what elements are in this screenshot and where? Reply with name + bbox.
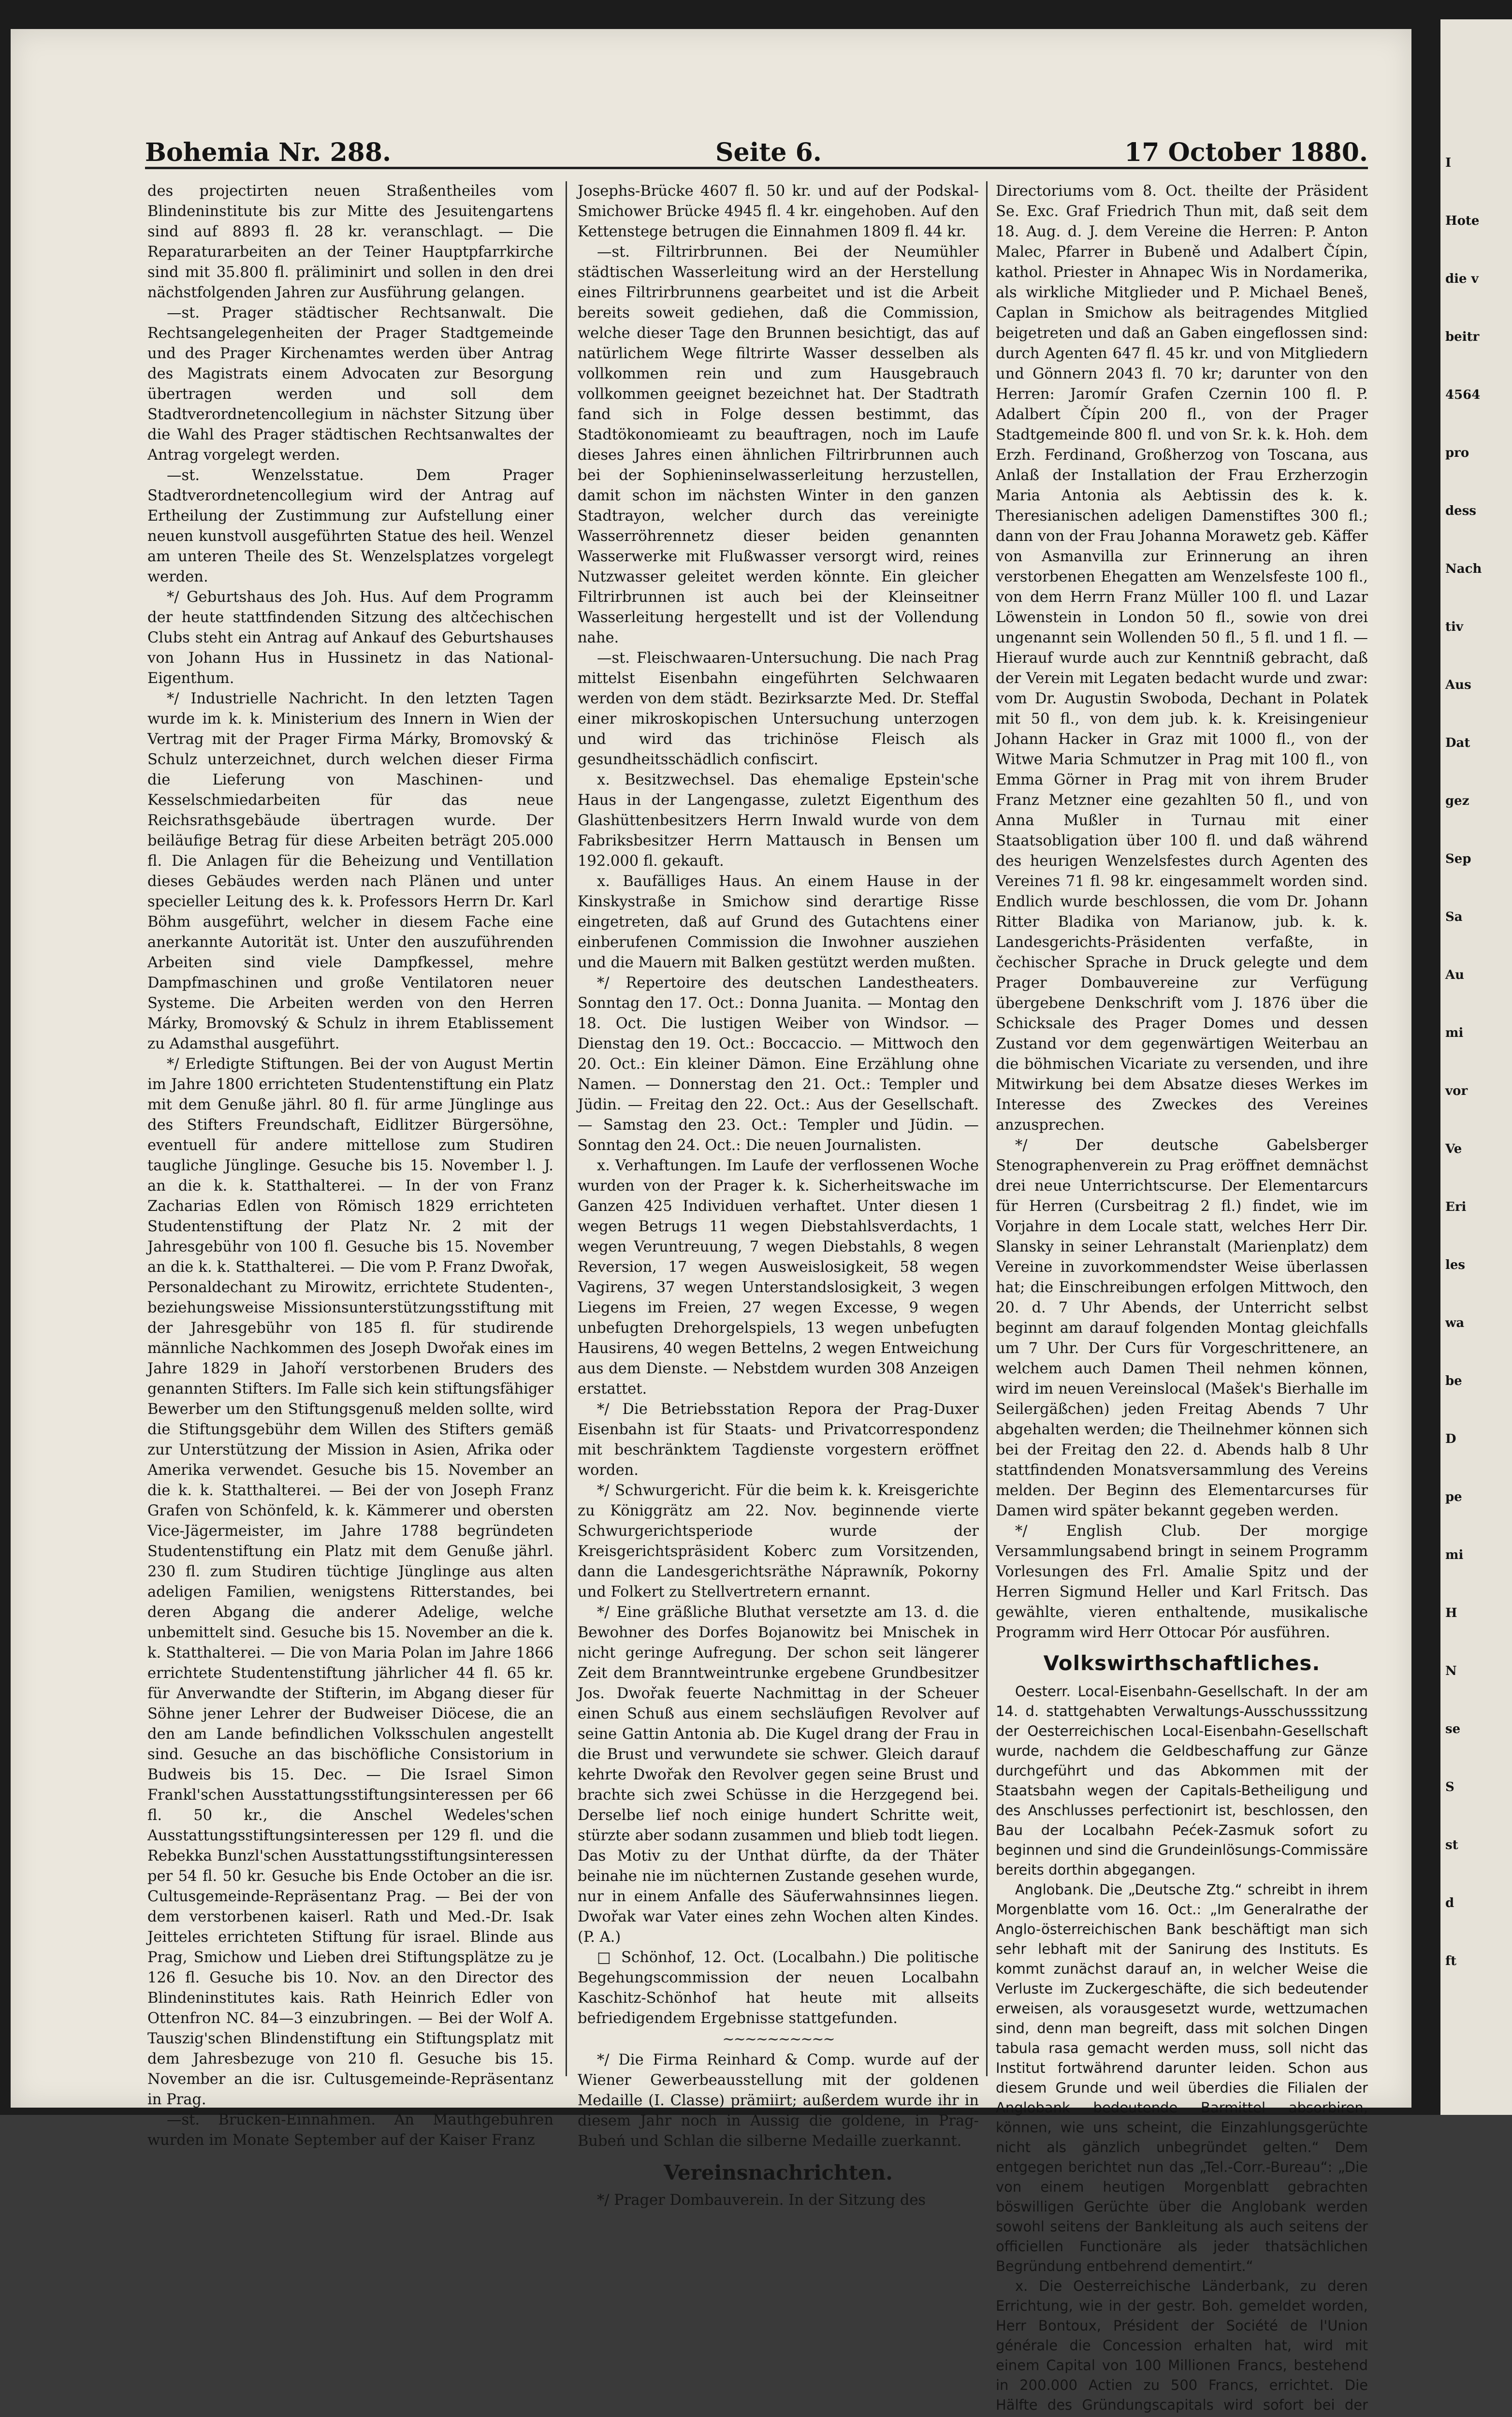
adjacent-page-fragment: S [1445,1780,1454,1794]
adjacent-page-fragment: Eri [1445,1200,1467,1214]
article-paragraph: */ Eine gräßliche Bluthat versetzte am 13. d. die Bewohner des Dorfes Bojanowitz bei Mnischek in nicht geringe Aufregung. Der schon seit längerer Zeit dem Branntweintrunke ergebene Grundbesitzer Jos. Dwořak feuerte Nachmittag in der Scheuer einen Schuß aus einem sechsläufigen Revolver auf seine Gattin Antonia ab. Die Kugel drang der Frau in die Brust und verwundete sie schwer. Gleich darauf kehrte Dwořak den Revolver gegen seine Brust und brachte sich zwei Schüsse in die Herzgegend bei. Derselbe lief noch einige hundert Schritte weit, stürzte aber sodann zusammen und blieb todt liegen. Das Motiv zu der Unthat dürfte, da der Thäter beinahe nie im nüchternen Zustande gesehen wurde, nur in einem Anfalle des Säuferwahnsinnes liegen. Dwořak war Vater eines zehn Wochen alten Kindes. (P. A.) [578,1604,979,1946]
adjacent-page-fragment: pe [1445,1490,1462,1504]
article-paragraph: */ Industrielle Nachricht. In den letzten Tagen wurde im k. k. Ministerium des Innern in Wien der Vertrag mit der Prager Firma Márky, Bromovský & Schulz unterzeichnet, durch welchen dieser Firma die Lieferung von Maschinen- und Kesselschmiedarbeiten für das neue Reichsrathsgebäude übertragen wurde. Der beiläufige Betrag für diese Arbeiten beträgt 205.000 fl. Die Anlagen für die Beheizung und Ventillation dieses Gebäudes werden nach Plänen und unter specieller Leitung des k. k. Professors Herrn Dr. Karl Böhm ausgeführt, welcher in diesem Fache eine anerkannte Autorität ist. Unter den auszuführenden Arbeiten sind viele Dampfkessel, mehre Dampfmaschinen und große Ventilatoren neuer Systeme. Die Arbeiten werden von den Herren Márky, Bromovský & Schulz in ihrem Etablissement zu Adamsthal ausgeführt. [147,690,553,1052]
article-paragraph: des projectirten neuen Straßentheiles vom Blindeninstitute bis zur Mitte des Jesuitengartens sind auf 8893 fl. 28 kr. veranschlagt. — Die Reparaturarbeiten an der Teiner Hauptpfarrkirche sind mit 35.800 fl. präliminirt und sollen in den drei nächstfolgenden Jahren zur Ausführung gelangen. [147,183,553,301]
article-paragraph: Directoriums vom 8. Oct. theilte der Präsident Se. Exc. Graf Friedrich Thun mit, daß seit dem 18. Aug. d. J. dem Vereine die Herren: P. Anton Malec, Pfarrer in Bubeně und Adalbert Čípin, kathol. Priester in Ahnapec Wis in Nordamerika, als wirkliche Mitglieder und P. Michael Beneš, Caplan in Smichow als beitragendes Mitglied beigetreten und daß an Gaben eingeflossen sind: durch Agenten 647 fl. 45 kr. und von Mitgliedern und Gönnern 2043 fl. 70 kr; darunter von den Herren: Jaromír Grafen Czernin 100 fl. P. Adalbert Čípin 200 fl., von der Prager Stadtgemeinde 800 fl. und von Sr. k. k. Hoh. dem Erzh. Ferdinand, Großherzog von Toscana, aus Anlaß der Installation der Frau Erzherzogin Maria Antonia als Aebtissin des k. k. Theresianischen adeligen Damenstiftes 300 fl.; dann von der Frau Johanna Morawetz geb. Käffer von Asmanvilla zur Erinnerung an ihren verstorbenen Ehegatten am Wenzelsfeste 100 fl., von dem Herrn Franz Müller 100 fl. und Lazar Löwenstein in London 50 fl., sowie von drei ungenannt sein Wollenden 50 fl., 5 fl. und 1 fl. — Hierauf wurde auch zur Kenntniß gebracht, daß der Verein mit Legaten bedacht wurde und zwar: vom Dr. Augustin Swoboda, Dechant in Polatek mit 50 fl., von dem jub. k. k. Kreisingenieur Johann Hacker in Graz mit 1000 fl., von der Witwe Maria Schmutzer in Prag mit 100 fl., von Emma Görner in Prag mit von ihrem Bruder Franz Metzner eine gezahlten 50 fl., und von Anna Mußler in Turnau mit einer Staatsobligation über 100 fl. und daß während des heurigen Wenzelsfestes durch Agenten des Vereines 71 fl. 98 kr. eingesammelt worden sind. Endlich wurde beschlossen, die vom Dr. Johann Ritter Bladika von Marianow, jub. k. k. Landesgerichts-Präsidenten verfaßte, in čechischer Sprache in Druck gelegte und dem Prager Dombauvereine zur Verfügung übergebene Denkschrift vom J. 1876 über die Schicksale des Prager Domes und dessen Zustand vor dem gegenwärtigen Weiterbau an die böhmischen Vicariate zu versenden, und ihre Mitwirkung bei dem Absatze dieses Werkes im Interesse des Zweckes des Vereines anzusprechen. [996,183,1368,1134]
adjacent-page-fragment: Au [1445,968,1465,982]
article-paragraph: */ English Club. Der morgige Versammlungsabend bringt in seinem Programm Vorlesungen des Frl. Amalie Spitz und der Herren Sigmund Heller und Karl Fritsch. Das gewählte, vieren enthaltende, musikalische Programm wird Herr Ottocar Pór ausführen. [996,1523,1368,1641]
column-rule [566,181,567,2076]
page-header [145,138,1368,169]
adjacent-page-fragment: Aus [1445,678,1471,692]
adjacent-page-fragment: D [1445,1432,1456,1446]
column-2 [578,181,979,2209]
adjacent-page-fragment: N [1445,1664,1457,1678]
section-heading-volkswirthschaftliches: Volkswirthschaftliches. [1043,1651,1321,1675]
article-paragraph: x. Die Oesterreichische Länderbank, zu deren Errichtung, wie in der gestr. Boh. gemeldet worden, Herr Bontoux, Président der Société de l'Union générale die Concession erhalten hat, wird mit einem Capital von 100 Millionen Francs, bestehend in 200.000 Actien zu 500 Francs, errichtet. Die Hälfte des Gründungscapitals wird sofort bei der [996,2278,1368,2413]
adjacent-page-fragment: d [1445,1896,1454,1910]
adjacent-page-fragment: Hote [1445,214,1480,228]
article-paragraph: —st. Brücken-Einnahmen. An Mauthgebühren wurden im Monate September auf der Kaiser Franz [147,2111,553,2149]
adjacent-page-fragment: 4564 [1445,388,1481,402]
adjacent-page-fragment: beitr [1445,330,1480,344]
article-paragraph: —st. Wenzelsstatue. Dem Prager Stadtverordnetencollegium wird der Antrag auf Ertheilung der Zustimmung zur Aufstellung einer neuen kunstvoll ausgeführten Statue des heil. Wenzel am unteren Theile des St. Wenzelsplatzes vorgelegt werden. [147,467,553,585]
adjacent-page-fragment: gez [1445,794,1469,808]
article-paragraph: —st. Fleischwaaren-Untersuchung. Die nach Prag mittelst Eisenbahn eingeführten Selchwaaren werden von dem städt. Bezirksarzte Med. Dr. Steffal einer mikroskopischen Untersuchung unterzogen und wird das trichinöse Fleisch als gesundheitsschädlich confiscirt. [578,650,979,768]
adjacent-page-fragment: tiv [1445,620,1463,634]
adjacent-page-fragment: Dat [1445,736,1470,750]
adjacent-page-fragment: les [1445,1258,1466,1272]
article-paragraph: x. Besitzwechsel. Das ehemalige Epstein'sche Haus in der Langengasse, zuletzt Eigenthum des Glashüttenbesitzers Herrn Inwald wurde von dem Fabriksbesitzer Herrn Mattausch in Bensen um 192.000 fl. gekauft. [578,772,979,870]
article-paragraph: x. Verhaftungen. Im Laufe der verflossenen Woche wurden von der Prager k. k. Sicherheitswache im Ganzen 425 Individuen verhaftet. Unter diesen 1 wegen Betrugs 11 wegen Diebstahlsverdachts, 1 wegen Veruntreuung, 7 wegen Diebstahls, 8 wegen Reversion, 17 wegen Ausweislosigkeit, 58 wegen Vagirens, 37 wegen Unterstandslosigkeit, 3 wegen Liegens im Freien, 27 wegen Excesse, 9 wegen unbefugten Drehorgelspiels, 13 wegen unbefugten Hausirens, 40 wegen Bettelns, 2 wegen Entweichung aus dem Dienste. — Nebstdem wurden 308 Anzeigen erstattet. [578,1157,979,1398]
adjacent-page-fragment: die v [1445,272,1479,286]
column-1 [147,181,553,2149]
adjacent-page-fragment: dess [1445,504,1476,518]
adjacent-page-fragment: Nach [1445,562,1482,576]
article-paragraph: */ Repertoire des deutschen Landestheaters. Sonntag den 17. Oct.: Donna Juanita. — Montag den 18. Oct. Die lustigen Weiber von Windsor. — Dienstag den 19. Oct.: Boccaccio. — Mittwoch den 20. Oct.: Ein kleiner Dämon. Eine Erzählung ohne Namen. — Donnerstag den 21. Oct.: Templer und Jüdin. — Freitag den 22. Oct.: Aus der Gesellschaft. — Samstag den 23. Oct.: Templer und Jüdin. — Sonntag den 24. Oct.: Die neuen Journalisten. [578,975,979,1154]
article-paragraph: Anglobank. Die „Deutsche Ztg.“ schreibt in ihrem Morgenblatte vom 16. Oct.: „Im Generalrathe der Anglo-österreichischen Bank beschäftigt man sich sehr lebhaft mit der Sanirung des Instituts. Es kommt zunächst darauf an, in welcher Weise die Verluste im Zuckergeschäfte, die sich bedeutender erweisen, als vorausgesetzt wurde, wettzumachen sind, denn man begreift, dass mit solchen Dingen tabula rasa gemacht werden muss, soll nicht das Institut fortwährend darunter leiden. Schon aus diesem Grunde und weil überdies die Filialen der Anglobank bedeutende Barmittel absorbiren, können, wie uns scheint, die Einzahlungsgerüchte nicht als gänzlich unbegründet gelten.“ Dem entgegen berichtet nun das „Tel.-Corr.-Bureau“: „Die von einem heutigen Morgenblatt gebrachten böswilligen Gerüchte über die Anglobank werden sowohl seitens der Bankleitung als auch seitens der officiellen Functionäre als jeder thatsächlichen Begründung entbehrend dementirt.“ [996,1881,1368,2274]
adjacent-page-edge [1440,19,1512,2115]
article-paragraph: */ Die Betriebsstation Repora der Prag-Duxer Eisenbahn ist für Staats- und Privatcorrespondenz mit beschränktem Tagdienste vorgestern eröffnet worden. [578,1401,979,1479]
article-paragraph: */ Schwurgericht. Für die beim k. k. Kreisgerichte zu Königgrätz am 22. Nov. beginnende vierte Schwurgerichtsperiode wurde der Kreisgerichtspräsident Koberc zum Vorsitzenden, dann die Landesgerichtsräthe Náprawník, Pokorny und Folkert zu Stellvertretern ernannt. [578,1482,979,1601]
article-paragraph: —st. Filtrirbrunnen. Bei der Neumühler städtischen Wasserleitung wird an der Herstellung eines Filtrirbrunnens gearbeitet und ist die Arbeit bereits soweit gediehen, daß die Commission, welche dieser Tage den Brunnen besichtigt, das auf natürlichem Wege filtrirte Wasser desselben als vollkommen rein und zum Hausgebrauch vollkommen geeignet bezeichnet hat. Der Stadtrath fand sich in Folge dessen bestimmt, das Stadtökonomieamt zu beauftragen, noch im Laufe dieses Jahres einen ähnlichen Filtrirbrunnen auch bei der Sophieninselwasserleitung herzustellen, damit schon im nächsten Winter in den ganzen Stadtrayon, welcher durch das vereinigte Wasserröhrennetz dieser beiden genannten Wasserwerke mit Flußwasser versorgt wird, reines Nutzwasser geleitet werden könnte. Ein gleicher Filtrirbrunnen ist auch bei der Kleinseitner Wasserleitung hergestellt und ist der Vollendung nahe. [578,244,979,646]
issue-date: 17 October 1880. [1124,138,1368,167]
adjacent-page-fragment: st [1445,1838,1458,1852]
newspaper-issue: Bohemia Nr. 288. [145,138,392,167]
adjacent-page-fragment: mi [1445,1026,1464,1040]
adjacent-page-fragment: I [1445,156,1452,170]
column-rule [986,181,988,2076]
adjacent-page-fragment: Sa [1445,910,1463,924]
adjacent-page-fragment: ft [1445,1954,1457,1968]
page-number: Seite 6. [715,138,822,167]
article-paragraph: */ Prager Dombauverein. In der Sitzung des [597,2192,926,2209]
article-paragraph: —st. Prager städtischer Rechtsanwalt. Die Rechtsangelegenheiten der Prager Stadtgemeinde und des Prager Kirchenamtes werden über Antrag des Magistrats einem Advocaten zur Besorgung übertragen werden und soll dem Stadtverordnetencollegium in nächster Sitzung über die Wahl des Prager städtischen Rechtsanwaltes der Antrag vorgelegt werden. [147,305,553,464]
article-paragraph: Oesterr. Local-Eisenbahn-Gesellschaft. In der am 14. d. stattgehabten Verwaltungs-Ausschusssitzung der Oesterreichischen Local-Eisenbahn-Gesellschaft wurde, nachdem die Geldbeschaffung zur Gänze durchgeführt und das Abkommen mit der Staatsbahn wegen der Capitals-Betheiligung und des Anschlusses perfectionirt ist, beschlossen, den Bau der Localbahn Pećek-Zasmuk sofort zu beginnen und sind die Grundeinlösungs-Commissäre bereits dorthin abgegangen. [996,1683,1368,1878]
adjacent-page-fragment: Ve [1445,1142,1462,1156]
adjacent-page-fragment: se [1445,1722,1461,1736]
adjacent-page-fragment: H [1445,1606,1457,1620]
article-paragraph: Josephs-Brücke 4607 fl. 50 kr. und auf der Podskal-Smichower Brücke 4945 fl. 4 kr. eingehoben. Auf den Kettenstege betrugen die Einnahmen 1809 fl. 44 kr. [578,183,979,240]
section-heading-vereinsnachrichten: Vereinsnachrichten. [664,2161,893,2184]
article-paragraph: */ Die Firma Reinhard & Comp. wurde auf der Wiener Gewerbeausstellung mit der goldenen Medaille (I. Classe) prämiirt; außerdem wurde ihr in diesem Jahr noch in Aussig die goldene, in Prag-Bubeń und Schlan die silberne Medaille zuerkannt. [578,2052,979,2150]
adjacent-page-fragment: pro [1445,446,1469,460]
article-paragraph: □ Schönhof, 12. Oct. (Localbahn.) Die politische Begehungscommission der neuen Localbahn Kaschitz-Schönhof hat heute mit allseits befriedigendem Ergebnisse stattgefunden. [578,1949,979,2027]
ornamental-divider: ~~~~~~~~~~ [722,2031,834,2048]
article-paragraph: */ Erledigte Stiftungen. Bei der von August Mertin im Jahre 1800 errichteten Studentenstiftung ein Platz mit dem Genuße jährl. 80 fl. für arme Jünglinge aus des Stifters Freundschaft, Eidlitzer Bürgersöhne, eventuell für andere mittellose zum Studiren taugliche Jünglinge. Gesuche bis 15. November l. J. an die k. k. Statthalterei. — In der von Franz Zacharias Edlen von Römisch 1829 errichteten Studentenstiftung der Platz Nr. 2 mit der Jahresgebühr von 100 fl. Gesuche bis 15. November an die k. k. Statthalterei. — Die vom P. Franz Dwořak, Personaldechant zu Mirowitz, errichtete Studenten-, beziehungsweise Missionsunterstützungsstiftung mit der Jahresgebühr von 185 fl. für studirende männliche Nachkommen des Joseph Dwořak eines im Jahre 1829 in Jahoří verstorbenen Bruders des genannten Stifters. Im Falle sich kein stiftungsfähiger Bewerber um den Stiftungsgenuß melden sollte, wird die Stiftungsgebühr dem Willen des Stifters gemäß zur Unterstützung der Mission in Asien, Afrika oder Amerika verwendet. Gesuche bis 15. November an die k. k. Statthalterei. — Bei der von Joseph Franz Grafen von Schönfeld, k. k. Kämmerer und obersten Vice-Jägermeister, im Jahre 1788 begründeten Studentenstiftung ein Platz mit dem Genuße jährl. 230 fl. zum Studiren tüchtige Jünglinge aus alten adeligen Familien, wenigstens Ritterstandes, bei deren Abgang die anderer Adelige, welche unbemittelt sind. Gesuche bis 15. November an die k. k. Statthalterei. — Die von Maria Polan im Jahre 1866 errichtete Studentenstiftung jährlicher 44 fl. 65 kr. für Anverwandte der Stifterin, im Abgang dieser für Söhne jener Lehrer der Budweiser Diöcese, die an den am Lande befindlichen Volksschulen angestellt sind. Gesuche an das bischöfliche Consistorium in Budweis bis 15. Dec. — Die Israel Simon Frankl'schen Ausstattungsstiftungsinteressen per 66 fl. 50 kr., die Anschel Wedeles'schen Ausstattungsstiftungsinteressen per 129 fl. und die Rebekka Bunzl'schen Ausstattungsstiftungsinteressen per 54 fl. 50 kr. Gesuche bis Ende October an die isr. Cultusgemeinde-Repräsentanz Prag. — Bei der von dem verstorbenen kaiserl. Rath und Med.-Dr. Isak Jeitteles errichteten Stiftung für israel. Blinde aus Prag, Smichow und Lieben drei Stiftungsplätze zu je 126 fl. Gesuche bis 10. Nov. an den Director des Blindeninstitutes kais. Rath Heinrich Edler von Ottenfron NC. 84—3 einzubringen. — Bei der Wolf A. Tauszig'schen Blindenstiftung ein Stiftungsplatz mit dem Jahresbezuge von 210 fl. Gesuche bis 15. November an die isr. Cultusgemeinde-Repräsentanz in Prag. [147,1056,553,2108]
article-paragraph: */ Geburtshaus des Joh. Hus. Auf dem Programm der heute stattfindenden Sitzung des altčechischen Clubs steht ein Antrag auf Ankauf des Geburtshauses von Johann Hus in Hussinetz in das National-Eigenthum. [147,589,553,687]
adjacent-page-fragment: Sep [1445,852,1471,866]
article-paragraph: x. Baufälliges Haus. An einem Hause in der Kinskystraße in Smichow sind derartige Risse eingetreten, daß auf Grund des Gutachtens einer einberufenen Commission die Inwohner ausziehen und die Mauern mit Balken gestützt werden mußten. [578,873,979,971]
adjacent-page-fragment: wa [1445,1316,1465,1330]
article-paragraph: */ Der deutsche Gabelsberger Stenographenverein zu Prag eröffnet demnächst drei neue Unterrichtscurse. Der Elementarcurs für Herren (Cursbeitrag 2 fl.) findet, wie im Vorjahre in dem Locale statt, welches Herr Dir. Slansky in seiner Lehranstalt (Marienplatz) dem Vereine in zuvorkommendster Weise überlassen hat; die Einschreibungen erfolgen Mittwoch, den 20. d. 7 Uhr Abends, der Unterricht selbst beginnt am darauf folgenden Montag gleichfalls um 7 Uhr. Der Curs für Vorgeschrittenere, an welchem auch Damen Theil nehmen können, wird im neuen Vereinslocal (Mašek's Bierhalle im Seilergäßchen) jeden Freitag Abends 7 Uhr abgehalten werden; die Theilnehmer können sich bei der Freitag den 22. d. Abends halb 8 Uhr stattfindenden Monatsversammlung des Vereins melden. Der Beginn des Elementarcurses für Damen wird später bekannt gegeben werden. [996,1137,1368,1519]
adjacent-page-fragment: vor [1445,1084,1468,1098]
column-3 [996,181,1368,2413]
adjacent-page-fragment: mi [1445,1548,1464,1562]
adjacent-page-fragment: be [1445,1374,1462,1388]
